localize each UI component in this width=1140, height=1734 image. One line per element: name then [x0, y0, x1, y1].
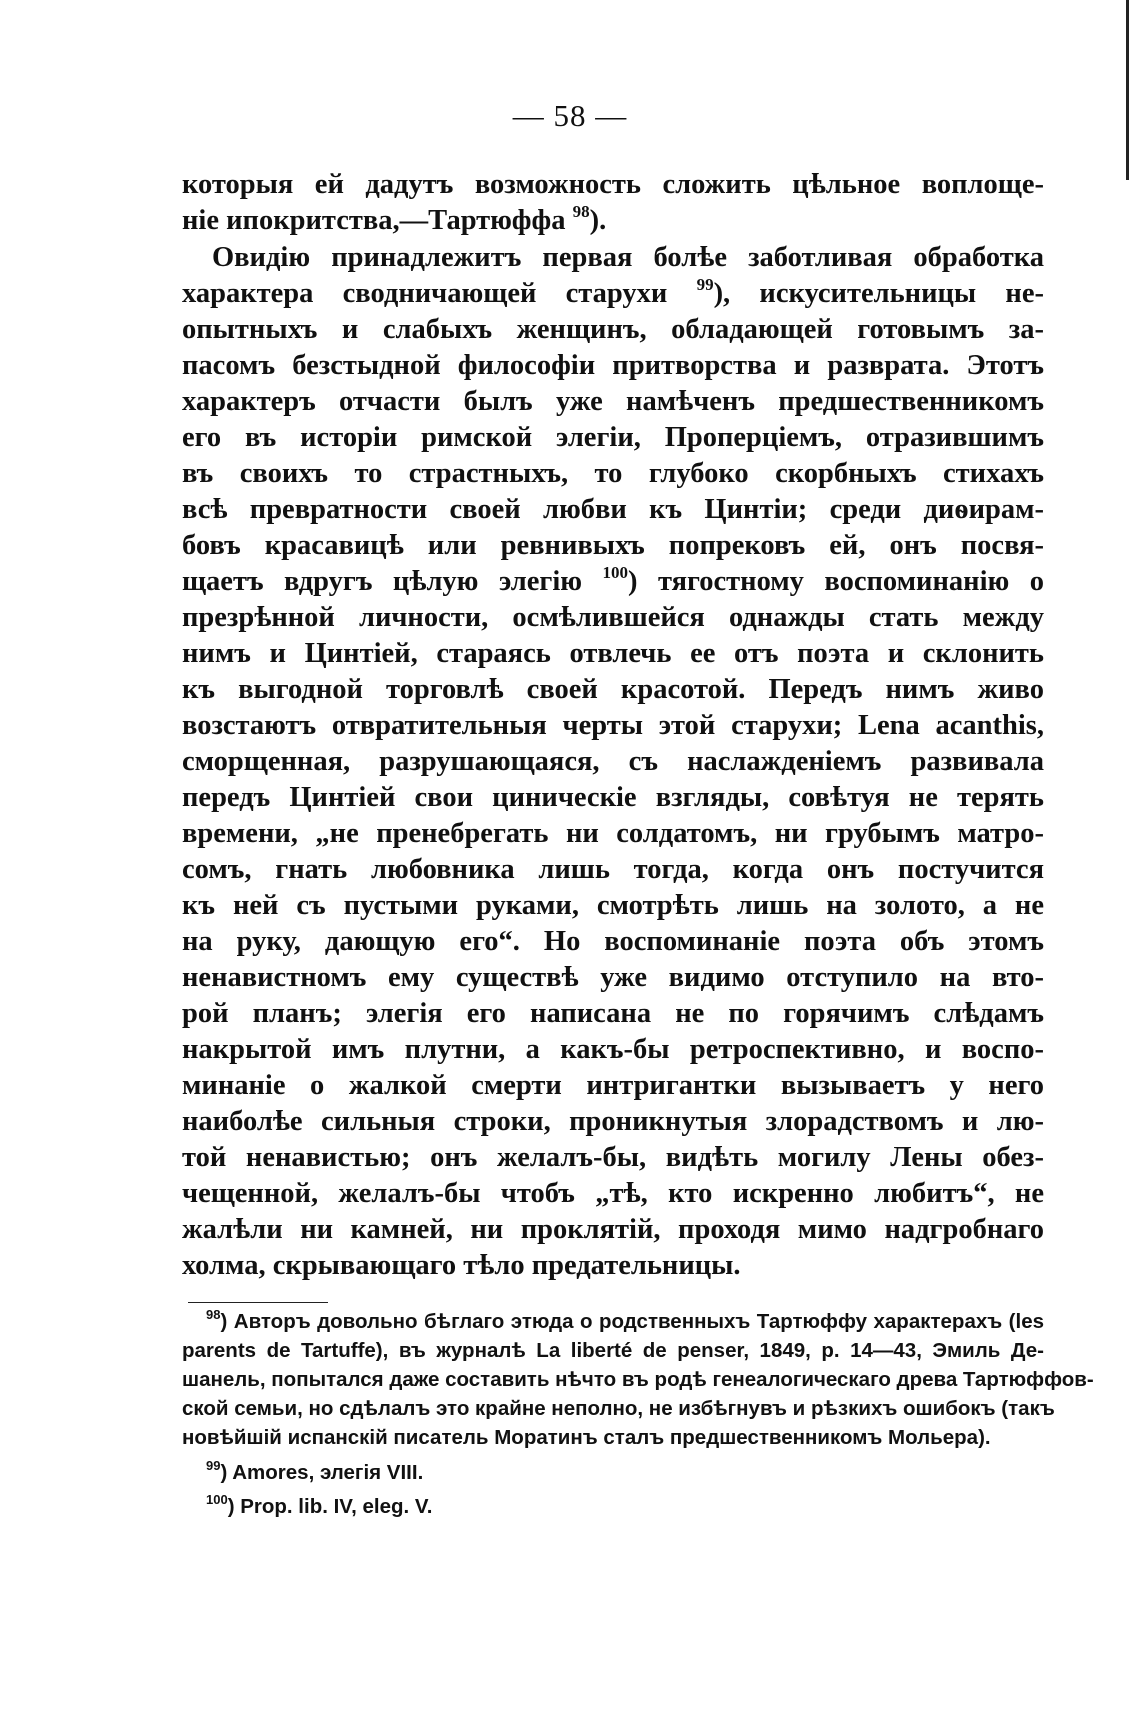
text-line: презрѣнной личности, осмѣлившейся однажды стать между	[182, 602, 1044, 633]
footnote-ref-100: 100	[602, 563, 628, 582]
footnote-mark-98: 98	[206, 1307, 221, 1322]
text-line: минаніе о жалкой смерти интригантки вызываетъ у него	[182, 1070, 1044, 1101]
text-line: накрытой имъ плутни, а какъ-бы ретроспективно, и воспо-	[182, 1034, 1044, 1065]
text-line: сомъ, гнать любовника лишь тогда, когда онъ постучится	[182, 854, 1044, 885]
text-line: Овидію принадлежитъ первая болѣе заботливая обработка	[212, 242, 1044, 273]
footnote-ref-99: 99	[696, 275, 714, 294]
text-line: на руку, дающую его“. Но воспоминаніе поэта объ этомъ	[182, 926, 1044, 957]
text-line: характеръ отчасти былъ уже намѣченъ предшественникомъ	[182, 386, 1044, 417]
footnote-mark-100: 100	[206, 1492, 228, 1507]
text-line: той ненавистью; онъ желалъ-бы, видѣть могилу Лены обез-	[182, 1142, 1044, 1173]
footnote-98-line: новѣйшій испанскій писатель Моратинъ сталъ предшественникомъ Мольера).	[182, 1426, 991, 1449]
text-line: въ своихъ то страстныхъ, то глубоко скорбныхъ стихахъ	[182, 458, 1044, 489]
text-line: всѣ превратности своей любви къ Цинтіи; среди диѳирам-	[182, 494, 1044, 525]
footnote-99-line	[206, 1458, 464, 1487]
text-line: ненавистномъ ему существѣ уже видимо отступило на вто-	[182, 962, 1044, 993]
footnote-98-line: ской семьи, но сдѣлалъ это крайне неполно, не избѣгнувъ и рѣзкихъ ошибокъ (такъ	[182, 1397, 1055, 1420]
text-span: ) Prop. lib. IV, eleg. V.	[227, 1495, 433, 1518]
text-line: опытныхъ и слабыхъ женщинъ, обладающей готовымъ за-	[182, 314, 1044, 345]
text-span: ) Amores, элегія VIII.	[220, 1461, 424, 1484]
text-line: холма, скрывающаго тѣло предательницы.	[182, 1250, 741, 1281]
text-line: времени, „не пренебрегать ни солдатомъ, ни грубымъ матро-	[182, 818, 1044, 849]
text-line: къ выгодной торговлѣ своей красотой. Передъ нимъ живо	[182, 674, 1044, 705]
page-edge-line	[1126, 0, 1129, 180]
footnote-98-line	[206, 1307, 1044, 1336]
text-line: которыя ей дадутъ возможность сложить цѣльное воплоще-	[182, 169, 1044, 200]
text-line: пасомъ безстыдной философіи притворства и разврата. Этотъ	[182, 350, 1044, 381]
text-span: ) Авторъ довольно бѣглаго этюда о родственныхъ Тартюффу характерахъ (les	[220, 1310, 1044, 1333]
text-line: чещенной, желалъ-бы чтобъ „тѣ, кто искренно любитъ“, не	[182, 1178, 1044, 1209]
footnote-mark-99: 99	[206, 1458, 221, 1473]
footnote-100-line	[206, 1492, 488, 1521]
text-span: ) тягостному воспоминанію о	[628, 566, 1044, 597]
text-span: ).	[589, 205, 607, 236]
page-number: — 58 —	[512, 98, 628, 133]
text-line: нимъ и Цинтіей, стараясь отвлечь ее отъ поэта и склонить	[182, 638, 1044, 669]
text-span: ), искусительницы не-	[713, 278, 1044, 309]
text-line	[182, 275, 1044, 313]
text-span: характера сводничающей старухи	[182, 278, 697, 309]
text-line: бовъ красавицѣ или ревнивыхъ попрековъ ей, онъ посвя-	[182, 530, 1044, 561]
text-line: наиболѣе сильныя строки, проникнутыя злорадствомъ и лю-	[182, 1106, 1044, 1137]
footnote-98-line: шанель, попытался даже составить нѣчто въ родѣ генеалогическаго древа Тартюффов-	[182, 1368, 1094, 1391]
footnote-98-line: parents de Tartuffe), въ журналѣ La liberté de penser, 1849, p. 14—43, Эмиль Де-	[182, 1339, 1044, 1362]
text-line: сморщенная, разрушающаяся, съ наслажденіемъ развивала	[182, 746, 1044, 777]
text-line	[182, 202, 607, 240]
text-line: возстаютъ отвратительныя черты этой старухи; Lena acanthis,	[182, 710, 1044, 741]
text-line: его въ исторіи римской элегіи, Проперціемъ, отразившимъ	[182, 422, 1044, 453]
footnote-ref-98: 98	[572, 202, 590, 221]
text-line	[182, 563, 1044, 601]
text-span: ніе ипокритства,—Тартюффа	[182, 205, 573, 236]
text-line: передъ Цинтіей свои циническіе взгляды, совѣтуя не терять	[182, 782, 1044, 813]
text-line: жалѣли ни камней, ни проклятій, проходя мимо надгробнаго	[182, 1214, 1044, 1245]
text-span: щаетъ вдругъ цѣлую элегію	[182, 566, 603, 597]
text-line: къ ней съ пустыми руками, смотрѣть лишь на золото, а не	[182, 890, 1044, 921]
footnote-rule	[188, 1302, 328, 1303]
text-line: рой планъ; элегія его написана не по горячимъ слѣдамъ	[182, 998, 1044, 1029]
